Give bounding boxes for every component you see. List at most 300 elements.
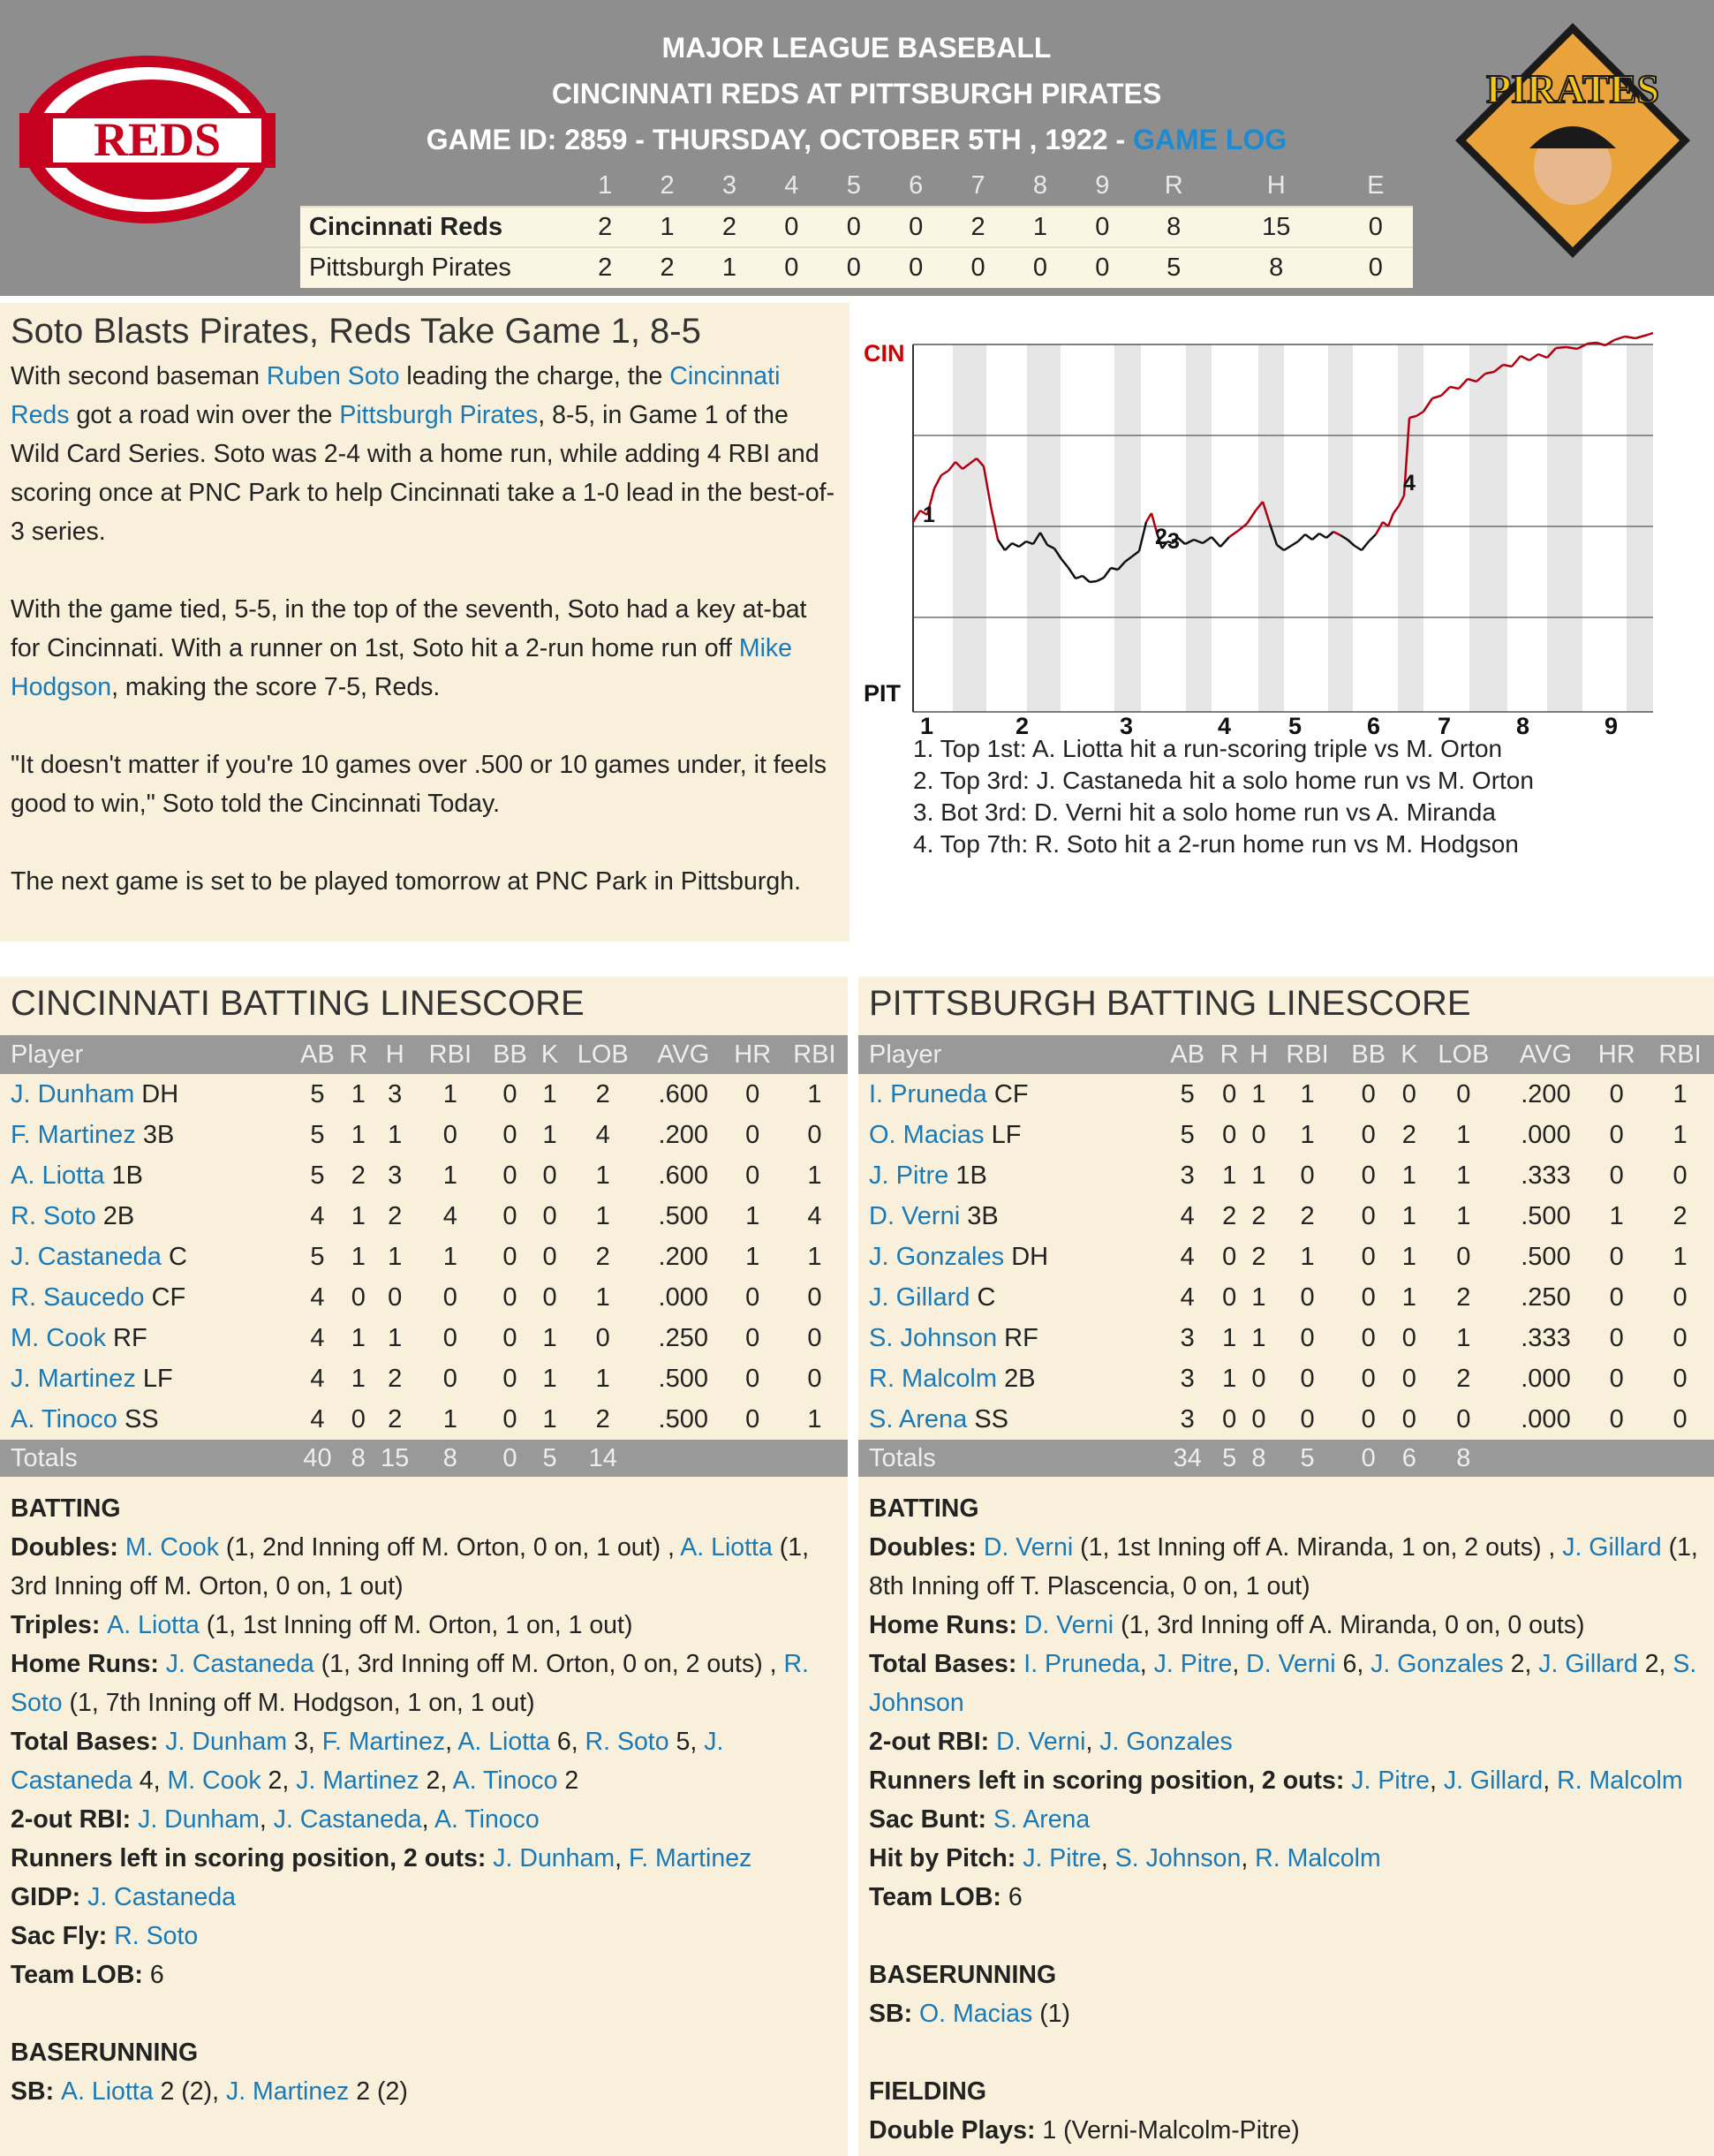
stat-cell: 0 [1300,1282,1315,1312]
story-link[interactable]: Pittsburgh Pirates [339,401,539,429]
stat-cell: 0 [1672,1364,1688,1393]
inning-band [1398,344,1423,712]
notes-line [11,1878,837,1917]
batting-col-rbi: RBI [417,1035,483,1074]
wp-segment [998,540,1005,550]
player-link[interactable]: J. Dunham [165,1728,288,1756]
totals-label: Totals [0,1440,291,1477]
batting-col-avg: AVG [1505,1035,1588,1074]
player-link[interactable]: A. Liotta [680,1533,773,1562]
wp-segment [1229,531,1238,537]
batter-cell [0,1196,291,1237]
stat-cell: 0 [1401,1323,1416,1352]
stat-cell: 0 [1361,1120,1376,1149]
inning-band [1114,344,1141,712]
stat-cell: 4 [310,1364,325,1393]
batter-name-link[interactable]: J. Pitre [869,1161,949,1190]
stat-cell: 2 [595,1242,610,1271]
player-link[interactable]: S. Johnson [869,1650,1697,1717]
batter-position: RF [1004,1323,1038,1352]
player-link[interactable]: A. Liotta [457,1728,550,1756]
player-link[interactable]: J. Gillard [1538,1650,1638,1678]
player-link[interactable]: J. Castaneda [11,1728,724,1795]
player-link[interactable]: I. Pruneda [1023,1650,1140,1678]
player-link[interactable]: O. Macias [919,2000,1033,2028]
inning-band [1027,344,1061,712]
inning-band [1627,344,1653,712]
player-link[interactable]: J. Martinez [296,1766,419,1795]
batter-cell [858,1277,1160,1318]
stat-cell: 1 [807,1242,822,1271]
event-marker: 3 [1167,529,1180,554]
player-link[interactable]: R. Malcolm [1557,1766,1683,1795]
notes-label: SB: [869,2000,919,2028]
wp-segment [1061,559,1068,568]
stat-cell: 0 [1361,1404,1376,1434]
score-cell: 8 [1134,207,1214,247]
scoring-note: 4. Top 7th: R. Soto hit a 2-run home run vs M. Hodgson [913,830,1519,858]
stat-cell: 0 [1361,1364,1376,1393]
notes-line [869,1878,1703,1917]
stat-cell: 4 [310,1323,325,1352]
notes-line [869,1528,1703,1606]
notes-label: Total Bases: [11,1728,166,1756]
wp-segment [1146,513,1151,522]
batter-position: 2B [102,1201,135,1230]
stat-cell: 0 [1251,1364,1266,1393]
stat-cell: 0 [1672,1323,1688,1352]
svg-text:REDS: REDS [93,113,222,166]
notes-label: Home Runs: [869,1611,1024,1639]
notes-label: Runners left in scoring position, 2 outs: [869,1766,1352,1795]
stat-cell: 0 [1672,1404,1688,1434]
stat-cell: .000 [1521,1120,1571,1149]
wp-segment [1284,546,1291,550]
stat-cell: 1 [1300,1242,1315,1271]
notes-label: Double Plays: [869,2116,1043,2145]
notes-line [11,1800,837,1839]
wp-segment [1097,578,1104,581]
batter-row [0,1399,848,1440]
stat-cell: 1 [1251,1161,1266,1190]
batter-name-link[interactable]: A. Tinoco [11,1404,117,1434]
wp-segment [1312,533,1319,540]
stat-cell: 0 [1222,1404,1237,1434]
player-link[interactable]: J. Dunham [493,1844,615,1872]
totals-cell: 15 [373,1440,417,1477]
notes-line [869,1606,1703,1645]
totals-row [858,1440,1714,1477]
wp-segment [1305,534,1312,540]
story-link[interactable]: Ruben Soto [266,362,400,390]
notes-section-title: BASERUNNING [11,2039,199,2067]
batter-name-link[interactable]: M. Cook [11,1323,106,1352]
batter-row [858,1196,1714,1237]
player-link[interactable]: D. Verni [983,1533,1074,1562]
story-text: , 8-5, in Game 1 of the Wild Card Series. Soto was 2-4 with a home run, while adding 4 RBI and scoring once at PNC Park to help Cincinnati take a 1-0 lead in the best-of-3 series. [11,401,835,546]
stat-cell: 2 [595,1404,610,1434]
player-link[interactable]: M. Cook [167,1766,261,1795]
stat-cell: 2 [1251,1201,1266,1230]
player-link[interactable]: J. Castaneda [165,1650,314,1678]
wp-segment [1068,568,1076,579]
player-link[interactable]: R. Soto [114,1922,199,1950]
totals-cell: 5 [537,1440,563,1477]
player-link[interactable]: J. Dunham [138,1805,260,1834]
batter-name-link[interactable]: J. Gonzales [869,1242,1005,1271]
player-link[interactable]: A. Liotta [107,1611,200,1639]
stat-cell: 0 [1300,1404,1315,1434]
stat-cell: 1 [351,1242,366,1271]
batter-row [0,1074,848,1115]
batter-name-link[interactable]: J. Castaneda [11,1242,162,1271]
wp-segment [1521,356,1529,360]
matchup-title: CINCINNATI REDS AT PITTSBURGH PIRATES [551,78,1162,110]
score-cell: 0 [885,207,947,247]
totals-label: Totals [858,1440,1160,1477]
totals-cell: 0 [483,1440,536,1477]
notes-text: (1, 2nd Inning off M. Orton, 0 on, 1 out) , [218,1533,681,1562]
totals-cell: 8 [417,1440,483,1477]
notes-line [11,1606,837,1645]
notes-line [11,1956,837,1994]
stat-cell: 0 [745,1282,760,1312]
stat-cell: 0 [1672,1161,1688,1190]
batting-col-hr: HR [724,1035,781,1074]
inning-label: 9 [1605,713,1619,736]
stat-cell: 5 [310,1079,325,1108]
player-link[interactable]: J. Pitre [1351,1766,1430,1795]
batter-name-link[interactable]: J. Gillard [869,1282,970,1312]
wp-segment [1614,337,1625,340]
batter-cell [0,1318,291,1358]
wp-segment [1012,543,1019,547]
inning-band [953,344,986,712]
stat-cell: 0 [1222,1079,1237,1108]
stat-cell: 0 [1609,1323,1624,1352]
player-link[interactable]: J. Pitre [1023,1844,1101,1872]
svg-text:PIRATES: PIRATES [1486,66,1659,111]
stat-cell: 0 [351,1282,366,1312]
score-cell: 2 [947,207,1008,247]
player-link[interactable]: R. Soto [585,1728,669,1756]
score-cell: 0 [1339,247,1413,288]
notes-text: , [1085,1728,1100,1756]
player-link[interactable]: F. Martinez [321,1728,446,1756]
wp-segment [1076,576,1083,579]
player-link[interactable]: J. Gonzales [1099,1728,1233,1756]
stat-cell: 1 [542,1079,557,1108]
batter-position: 3B [142,1120,175,1149]
batter-cell [0,1358,291,1399]
notes-text: 6 [149,1961,164,1989]
score-cell: 0 [823,247,885,288]
stat-cell: 1 [807,1404,822,1434]
game-log-link[interactable]: GAME LOG [1132,124,1287,155]
score-cell: 2 [574,247,636,288]
batter-name-link[interactable]: F. Martinez [11,1120,136,1149]
player-link[interactable]: S. Arena [993,1805,1091,1834]
story-link[interactable]: Cincinnati Reds [11,362,781,429]
player-link[interactable]: R. Soto [11,1650,809,1717]
line-score-table [300,166,1413,288]
score-cell: 0 [823,207,885,247]
stat-cell: .500 [658,1201,708,1230]
stat-cell: 0 [502,1201,517,1230]
notes-text: 5, [668,1728,705,1756]
stat-cell: 0 [502,1364,517,1393]
inning-label: 1 [920,713,934,736]
batter-cell [0,1399,291,1440]
notes-text: 2, [260,1766,297,1795]
batting-col-rbi: RBI [1646,1035,1714,1074]
wp-segment [1538,354,1547,358]
batter-position: 3B [967,1201,999,1230]
stat-cell: 5 [310,1120,325,1149]
totals-cell: 40 [291,1440,344,1477]
player-link[interactable]: J. Gillard [1443,1766,1544,1795]
stat-cell: 0 [1361,1161,1376,1190]
stat-cell: 0 [1609,1404,1624,1434]
stat-cell: 0 [1456,1242,1471,1271]
stat-cell: 2 [1672,1201,1688,1230]
notes-line [869,2111,1703,2150]
player-link[interactable]: F. Martinez [628,1844,752,1872]
player-link[interactable]: J. Gonzales [1370,1650,1504,1678]
notes-text: 1 (Verni-Malcolm-Pitre) [1042,2116,1300,2145]
batter-cell [858,1196,1160,1237]
player-link[interactable]: J. Pitre [1153,1650,1233,1678]
batter-cell [858,1155,1160,1196]
player-link[interactable]: J. Gillard [1562,1533,1662,1562]
col-header-4: 4 [760,166,822,207]
player-link[interactable]: J. Castaneda [273,1805,422,1834]
score-cell: 0 [1071,247,1133,288]
batter-name-link[interactable]: J. Martinez [11,1364,136,1393]
pittsburgh-notes [858,1477,1714,2156]
cin-label: CIN [864,340,905,367]
batting-col-lob: LOB [563,1035,643,1074]
batting-col-ab: AB [1160,1035,1215,1074]
batter-row [858,1155,1714,1196]
stat-cell: .500 [1521,1201,1571,1230]
col-header-3: 3 [698,166,760,207]
stat-cell: 1 [442,1242,457,1271]
score-cell: 2 [574,207,636,247]
stat-cell: 0 [1456,1404,1471,1434]
inning-label: 5 [1288,713,1302,736]
stat-cell: 1 [1401,1161,1416,1190]
stat-cell: 0 [1609,1079,1624,1108]
score-cell: 1 [1009,207,1071,247]
stat-cell: 0 [745,1404,760,1434]
notes-text: 2, [419,1766,453,1795]
batter-row [0,1115,848,1155]
story-paragraph-2 [11,590,839,707]
notes-text: (1, 3rd Inning off A. Miranda, 0 on, 0 outs) [1114,1611,1585,1639]
line-score-row [300,247,1413,288]
batter-name-link[interactable]: R. Soto [11,1201,96,1230]
stat-cell: 0 [1300,1161,1315,1190]
stat-cell: 0 [595,1323,610,1352]
stat-cell: 4 [1180,1242,1195,1271]
batter-cell [858,1358,1160,1399]
stat-cell: 2 [595,1079,610,1108]
player-link[interactable]: M. Cook [125,1533,219,1562]
inning-band [1328,344,1353,712]
notes-text: 2, [1503,1650,1539,1678]
stat-cell: 1 [542,1364,557,1393]
col-header-1: 1 [574,166,636,207]
wp-segment [1459,379,1468,389]
notes-text: (1, 1st Inning off A. Miranda, 1 on, 2 outs) , [1073,1533,1563,1562]
stat-cell: .500 [658,1364,708,1393]
stat-cell: .000 [1521,1364,1571,1393]
stat-cell: .200 [658,1242,708,1271]
team-name: Pittsburgh Pirates [300,247,574,288]
wp-segment [1238,524,1247,531]
player-link[interactable]: A. Tinoco [434,1805,540,1834]
player-link[interactable]: J. Martinez [225,2077,350,2106]
wp-segment [1319,533,1326,538]
notes-section-title: BASERUNNING [869,1961,1057,1989]
col-header-2: 2 [636,166,698,207]
wp-segment [1388,513,1393,526]
stat-cell: 1 [542,1120,557,1149]
wp-segment [934,475,941,488]
stat-cell: 0 [502,1282,517,1312]
wp-segment [1432,396,1441,398]
notes-text: (1, 3rd Inning off M. Orton, 0 on, 1 out) [11,1533,810,1600]
batter-cell [858,1237,1160,1277]
stat-cell: .200 [658,1120,708,1149]
cincinnati-batting-title: CINCINNATI BATTING LINESCORE [11,984,585,1023]
wp-segment [1450,387,1459,389]
stat-cell: .500 [658,1404,708,1434]
batter-row [858,1074,1714,1115]
batter-position: 1B [111,1161,143,1190]
player-link[interactable]: A. Tinoco [452,1766,558,1795]
stat-cell: 0 [502,1242,517,1271]
batter-name-link[interactable]: I. Pruneda [869,1079,987,1108]
player-link[interactable]: R. Malcolm [1255,1844,1381,1872]
col-header-E: E [1339,166,1413,207]
wp-segment [1556,347,1567,348]
stat-cell: 0 [502,1079,517,1108]
scoring-notes [913,733,1534,860]
stat-cell: 1 [595,1201,610,1230]
stat-cell: 1 [1251,1079,1266,1108]
wp-segment [913,511,920,522]
stat-cell: 1 [1401,1242,1416,1271]
notes-text: 6, [549,1728,585,1756]
story-text: With second baseman [11,362,267,390]
batter-name-link[interactable]: J. Dunham [11,1079,135,1108]
totals-cell: 8 [344,1440,374,1477]
batter-name-link[interactable]: D. Verni [869,1201,961,1230]
stat-cell: 2 [1222,1201,1237,1230]
score-cell: 15 [1214,207,1339,247]
stat-cell: 0 [1222,1242,1237,1271]
batter-name-link[interactable]: O. Macias [869,1120,985,1149]
totals-cell: 8 [1423,1440,1504,1477]
col-header-9: 9 [1071,166,1133,207]
stat-cell: 0 [388,1282,403,1312]
story-link[interactable]: Mike Hodgson [11,634,793,701]
batting-col-rbi: RBI [1273,1035,1341,1074]
wp-segment [1625,337,1635,338]
stat-cell: 0 [1300,1364,1315,1393]
wp-segment [1376,522,1383,534]
pirates-logo [1448,16,1697,265]
stat-cell: 5 [310,1242,325,1271]
batter-name-link[interactable]: A. Liotta [11,1161,105,1190]
stat-cell: 2 [388,1404,403,1434]
batting-col-player: Player [858,1035,1160,1074]
player-link[interactable]: A. Liotta [61,2077,154,2106]
batter-cell [0,1074,291,1115]
batter-name-link[interactable]: S. Johnson [869,1323,998,1352]
player-link[interactable]: S. Johnson [1114,1844,1242,1872]
wp-segment [1369,534,1376,541]
notes-text: 4, [132,1766,168,1795]
totals-cell: 8 [1244,1440,1273,1477]
inning-band [1469,344,1507,712]
col-header-5: 5 [823,166,885,207]
player-link[interactable]: D. Verni [996,1728,1086,1756]
totals-cell: 34 [1160,1440,1215,1477]
batter-name-link[interactable]: S. Arena [869,1404,968,1434]
team-col-header [300,166,574,207]
stat-cell: 0 [745,1323,760,1352]
stat-cell: 0 [1456,1079,1471,1108]
stat-cell: 4 [310,1404,325,1434]
totals-cell: 0 [1341,1440,1396,1477]
score-cell: 0 [1339,207,1413,247]
player-link[interactable]: D. Verni [1023,1611,1114,1639]
stat-cell: 3 [388,1161,403,1190]
notes-line [11,1528,837,1606]
notes-line [869,1645,1703,1722]
stat-cell: 0 [542,1161,557,1190]
stat-cell: 0 [745,1364,760,1393]
stat-cell: 1 [1222,1364,1237,1393]
notes-line [11,1839,837,1878]
batter-name-link[interactable]: R. Malcolm [869,1364,998,1393]
stat-cell: 1 [1222,1161,1237,1190]
totals-row [0,1440,848,1477]
notes-line [869,1761,1703,1800]
batter-position: LF [142,1364,173,1393]
wp-segment [1220,537,1229,547]
score-cell: 2 [636,247,698,288]
spacer [869,1917,1703,1956]
stat-cell: 3 [1180,1404,1195,1434]
score-cell: 0 [1009,247,1071,288]
notes-line [869,1994,1703,2033]
player-link[interactable]: J. Castaneda [87,1883,237,1911]
game-header [0,0,1714,296]
notes-label: 2-out RBI: [11,1805,139,1834]
stat-cell: 1 [388,1120,403,1149]
col-header-H: H [1214,166,1339,207]
stat-cell: 2 [1401,1120,1416,1149]
stat-cell: 0 [745,1079,760,1108]
batter-name-link[interactable]: R. Saucedo [11,1282,145,1312]
player-link[interactable]: D. Verni [1246,1650,1336,1678]
wp-segment [1362,541,1369,550]
stat-cell: 0 [1251,1120,1266,1149]
